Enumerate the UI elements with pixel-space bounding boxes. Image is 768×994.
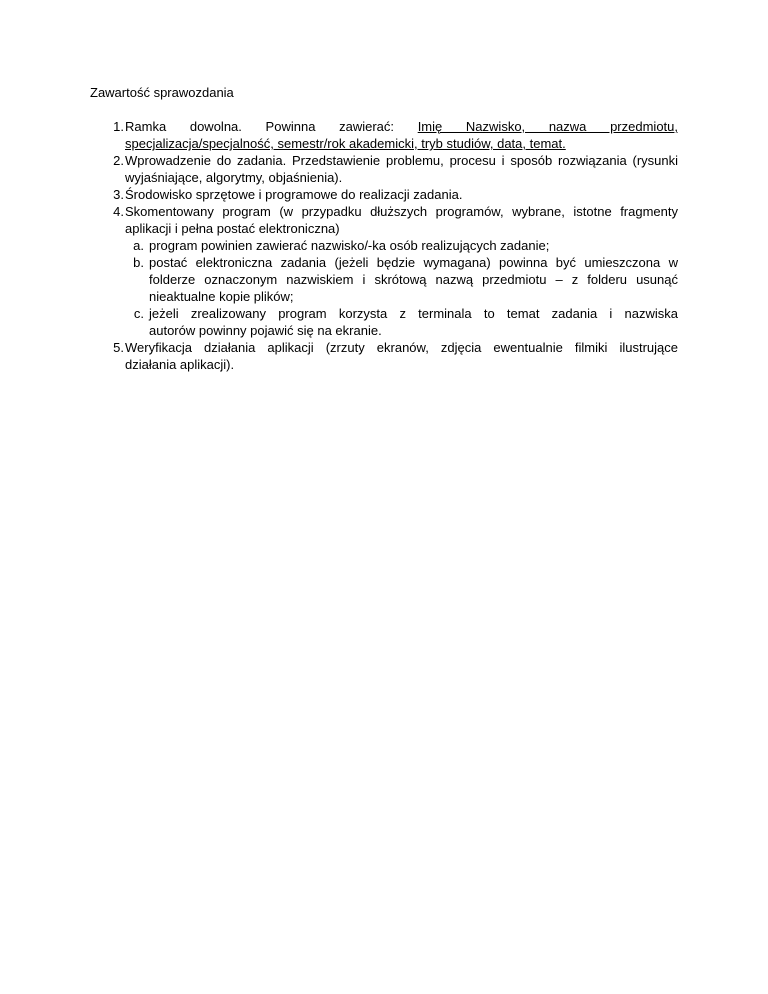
sub-list-item-text [149, 305, 678, 339]
list-item-text [125, 339, 678, 373]
list-item-number: 4. [113, 204, 124, 219]
list-item-line: Skomentowany program (w przypadku dłuższych programów, wybrane, istotne fragmenty [125, 204, 678, 219]
sub-list-item-line: nieaktualne kopie plików; [149, 289, 294, 304]
list-item-text [125, 203, 678, 237]
sub-list-item-a [90, 237, 678, 254]
list-item-5 [90, 339, 678, 373]
report-contents-list [90, 118, 678, 373]
sub-list-item-letter: b. [133, 255, 144, 270]
list-item-3 [90, 186, 678, 203]
list-item-line: aplikacji i pełna postać elektroniczna) [125, 221, 340, 236]
sub-list-item-c [90, 305, 678, 339]
list-item-text [125, 118, 678, 152]
list-item-number: 1. [113, 119, 124, 134]
list-item-1 [90, 118, 678, 152]
list-item-number: 3. [113, 187, 124, 202]
list-item-line: Weryfikacja działania aplikacji (zrzuty ekranów, zdjęcia ewentualnie filmiki ilustrujące [125, 340, 678, 355]
list-item-text [125, 186, 678, 203]
sub-list-item-b [90, 254, 678, 305]
sub-list-item-letter: a. [133, 238, 144, 253]
sub-list-item-line: postać elektroniczna zadania (jeżeli będzie wymagana) powinna być umieszczona w [149, 255, 678, 270]
list-item-text-plain: Ramka dowolna. Powinna zawierać: [125, 119, 418, 134]
list-item-line-underlined: specjalizacja/specjalność, semestr/rok akademicki, tryb studiów, data, temat. [125, 136, 566, 151]
list-item-line: wyjaśniające, algorytmy, objaśnienia). [125, 170, 343, 185]
list-item-line: Wprowadzenie do zadania. Przedstawienie problemu, procesu i sposób rozwiązania (rysunki [125, 153, 678, 168]
sub-list-item-text [149, 237, 678, 254]
sub-list-item-text [149, 254, 678, 305]
sub-list-item-line: program powinien zawierać nazwisko/-ka osób realizujących zadanie; [149, 238, 550, 253]
list-item-line: Środowisko sprzętowe i programowe do realizacji zadania. [125, 187, 463, 202]
sub-list-item-line: autorów powinny pojawić się na ekranie. [149, 323, 382, 338]
document-heading: Zawartość sprawozdania [90, 85, 234, 100]
list-item-line [125, 118, 678, 135]
list-item-2 [90, 152, 678, 186]
list-item-line: działania aplikacji). [125, 357, 235, 372]
list-item-4 [90, 203, 678, 237]
sub-list-item-line: folderze oznaczonym nazwiskiem i skrótową nazwą przedmiotu – z folderu usunąć [149, 272, 678, 287]
list-item-number: 2. [113, 153, 124, 168]
list-item-text [125, 152, 678, 186]
list-item-text-underlined: Imię Nazwisko, nazwa przedmiotu, [417, 119, 678, 134]
list-item-number: 5. [113, 340, 124, 355]
sub-list-item-letter: c. [133, 306, 144, 321]
sub-list-item-line: jeżeli zrealizowany program korzysta z terminala to temat zadania i nazwiska [149, 306, 678, 321]
